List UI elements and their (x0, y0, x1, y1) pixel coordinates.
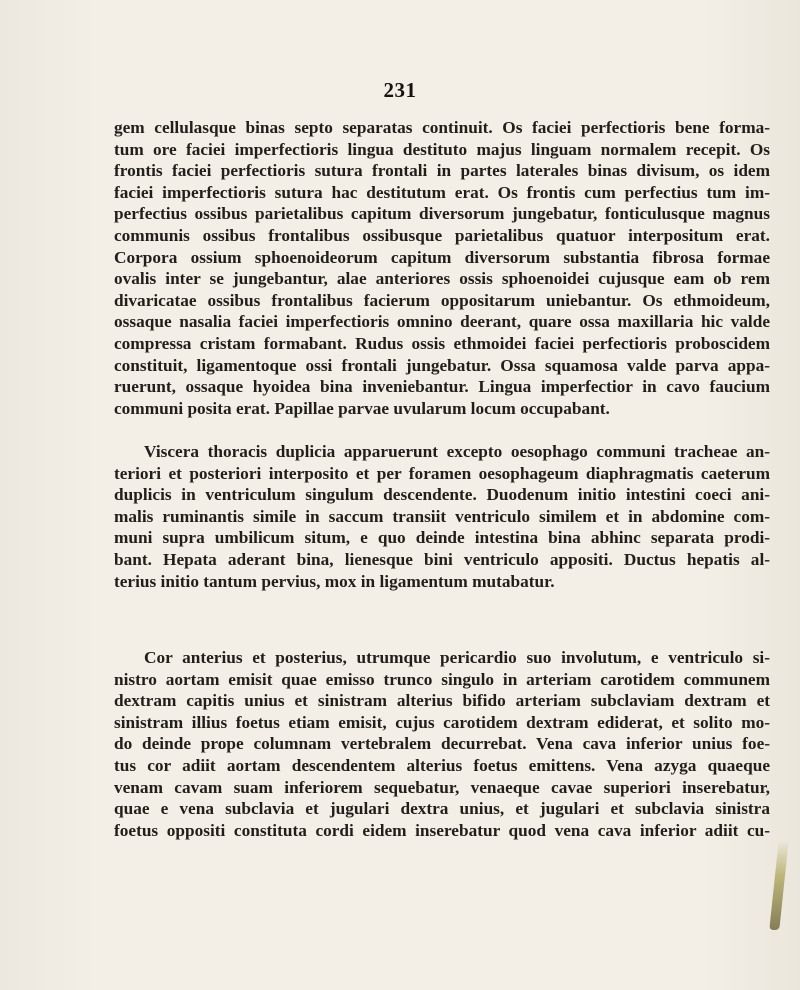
text-line: frontis faciei perfectioris sutura frontali in partes laterales binas divisum, os idem (114, 161, 770, 181)
paragraph-heart (114, 647, 770, 841)
text-line: communis ossibus frontalibus ossibusque parietalibus quatuor interpositum erat. (114, 225, 770, 245)
text-line: foetus oppositi constituta cordi eidem inserebatur quod vena cava inferior adiit cu- (114, 820, 770, 840)
text-line: ruerunt, ossaque hyoidea bina inveniebantur. Lingua imperfectior in cavo faucium (114, 377, 770, 397)
paragraph-viscera (114, 441, 770, 592)
text-line: ovalis inter se jungebantur, alae anteriores ossis sphoenoidei cujusque eam ob rem (114, 269, 770, 289)
text-line: teriori et posteriori interposito et per foramen oesophageum diaphragmatis caeterum (114, 463, 770, 483)
text-line: perfectius ossibus parietalibus capitum diversorum jungebatur, fonticulusque magnus (114, 204, 770, 224)
text-line: venam cavam suam inferiorem sequebatur, venaeque cavae superiori inserebatur, (114, 777, 770, 797)
text-line: duplicis in ventriculum singulum descendente. Duodenum initio intestini coeci ani- (114, 485, 770, 505)
text-line: Corpora ossium sphoenoideorum capitum diversorum substantia fibrosa formae (114, 247, 770, 267)
text-line: compressa cristam formabant. Rudus ossis ethmoidei faciei perfectioris proboscidem (114, 333, 770, 353)
text-line: Cor anterius et posterius, utrumque pericardio suo involutum, e ventriculo si- (144, 648, 770, 667)
text-line: tus cor adiit aortam descendentem alterius foetus emittens. Vena azyga quaeque (114, 755, 770, 775)
text-line: tum ore faciei imperfectioris lingua destituto majus linguam normalem recepit. Os (114, 139, 770, 159)
ink-stain (769, 840, 788, 930)
text-line: bant. Hepata aderant bina, lienesque bini ventriculo appositi. Ductus hepatis al- (114, 549, 770, 569)
text-line: terius initio tantum pervius, mox in ligamentum mutabatur. (114, 571, 555, 591)
text-line: faciei imperfectioris sutura hac destitutum erat. Os frontis cum perfectius tum im- (114, 182, 770, 202)
text-line: malis ruminantis simile in saccum transiit ventriculo similem et in abdomine com- (114, 506, 770, 526)
text-line: do deinde prope columnam vertebralem decurrebat. Vena cava inferior unius foe- (114, 734, 770, 754)
page-number: 231 (383, 78, 417, 102)
text-line: gem cellulasque binas septo separatas continuit. Os faciei perfectioris bene forma- (114, 118, 770, 137)
text-line: divaricatae ossibus frontalibus facierum oppositarum uniebantur. Os ethmoideum, (114, 290, 770, 310)
text-line: muni supra umbilicum situm, e quo deinde intestina bina abhinc separata prodi- (114, 528, 770, 548)
text-line: quae e vena subclavia et jugulari dextra unius, et jugulari et subclavia sinistra (114, 799, 770, 819)
text-line: ossaque nasalia faciei imperfectioris omnino deerant, quare ossa maxillaria hic valde (114, 312, 770, 332)
text-line: constituit, ligamentoque ossi frontali jungebatur. Ossa squamosa valde parva appa- (114, 355, 770, 375)
text-line: nistro aortam emisit quae emisso trunco singulo in arteriam carotidem communem (114, 669, 770, 689)
text-line: Viscera thoracis duplicia apparuerunt excepto oesophago communi tracheae an- (144, 442, 770, 461)
paragraph-skull-anatomy (114, 117, 770, 419)
text-line: communi posita erat. Papillae parvae uvularum locum occupabant. (114, 398, 610, 418)
text-line: dextram capitis unius et sinistram alterius bifido arteriam subclaviam dextram et (114, 691, 770, 711)
text-line: sinistram illius foetus etiam emisit, cujus carotidem dextram ediderat, et solito mo- (114, 712, 770, 732)
